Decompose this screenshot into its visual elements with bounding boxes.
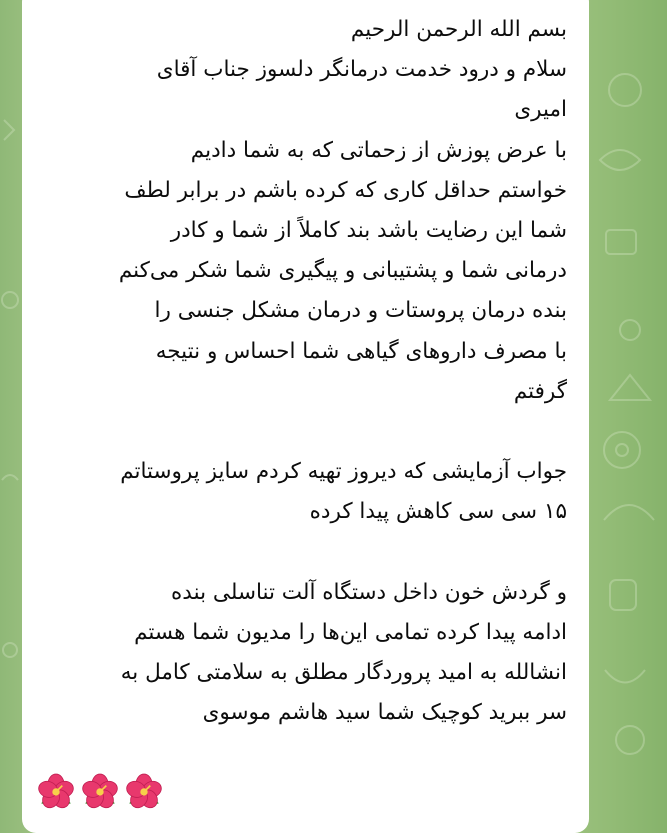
message-line: سر ببرید کوچیک شما سید هاشم موسوی — [202, 700, 567, 726]
message-line: جواب آزمایشی که دیروز تهیه کردم سایز پروستاتم — [120, 459, 567, 485]
message-line: درمانی شما و پشتیبانی و پیگیری شما شکر می‌کنم — [118, 258, 567, 284]
message-line: ۱۵ سی سی کاهش پیدا کرده — [309, 499, 567, 525]
message-line: امیری — [514, 97, 567, 123]
message-line — [42, 532, 567, 572]
message-line: با عرض پوزش از زحماتی که به شما دادیم — [190, 137, 567, 163]
message-line: خواستم حداقل کاری که کرده باشم در برابر لطف — [124, 177, 567, 203]
message-line: بسم الله الرحمن الرحیم — [350, 17, 567, 42]
emoji-row — [35, 772, 165, 814]
hibiscus-icon — [35, 772, 77, 814]
message-line: سلام و درود خدمت درمانگر دلسوز جناب آقای — [156, 57, 567, 83]
message-line: گرفتم — [513, 378, 567, 404]
message-text — [42, 10, 567, 733]
message-line: انشالله به امید پروردگار مطلق به سلامتی کامل به — [120, 660, 567, 685]
message-line: بنده درمان پروستات و درمان مشکل جنسی را — [154, 298, 567, 324]
message-line: با مصرف داروهای گیاهی شما احساس و نتیجه — [155, 338, 567, 364]
message-line: و گردش خون داخل دستگاه آلت تناسلی بنده — [171, 579, 567, 605]
hibiscus-icon — [79, 772, 121, 814]
hibiscus-icon — [123, 772, 165, 814]
message-line: ادامه پیدا کرده تمامی این‌ها را مدیون شما هستم — [134, 619, 567, 645]
message-line: شما این رضایت باشد بند کاملاً از شما و کادر — [170, 217, 567, 243]
message-line — [42, 412, 567, 452]
message-bubble[interactable] — [22, 0, 589, 833]
